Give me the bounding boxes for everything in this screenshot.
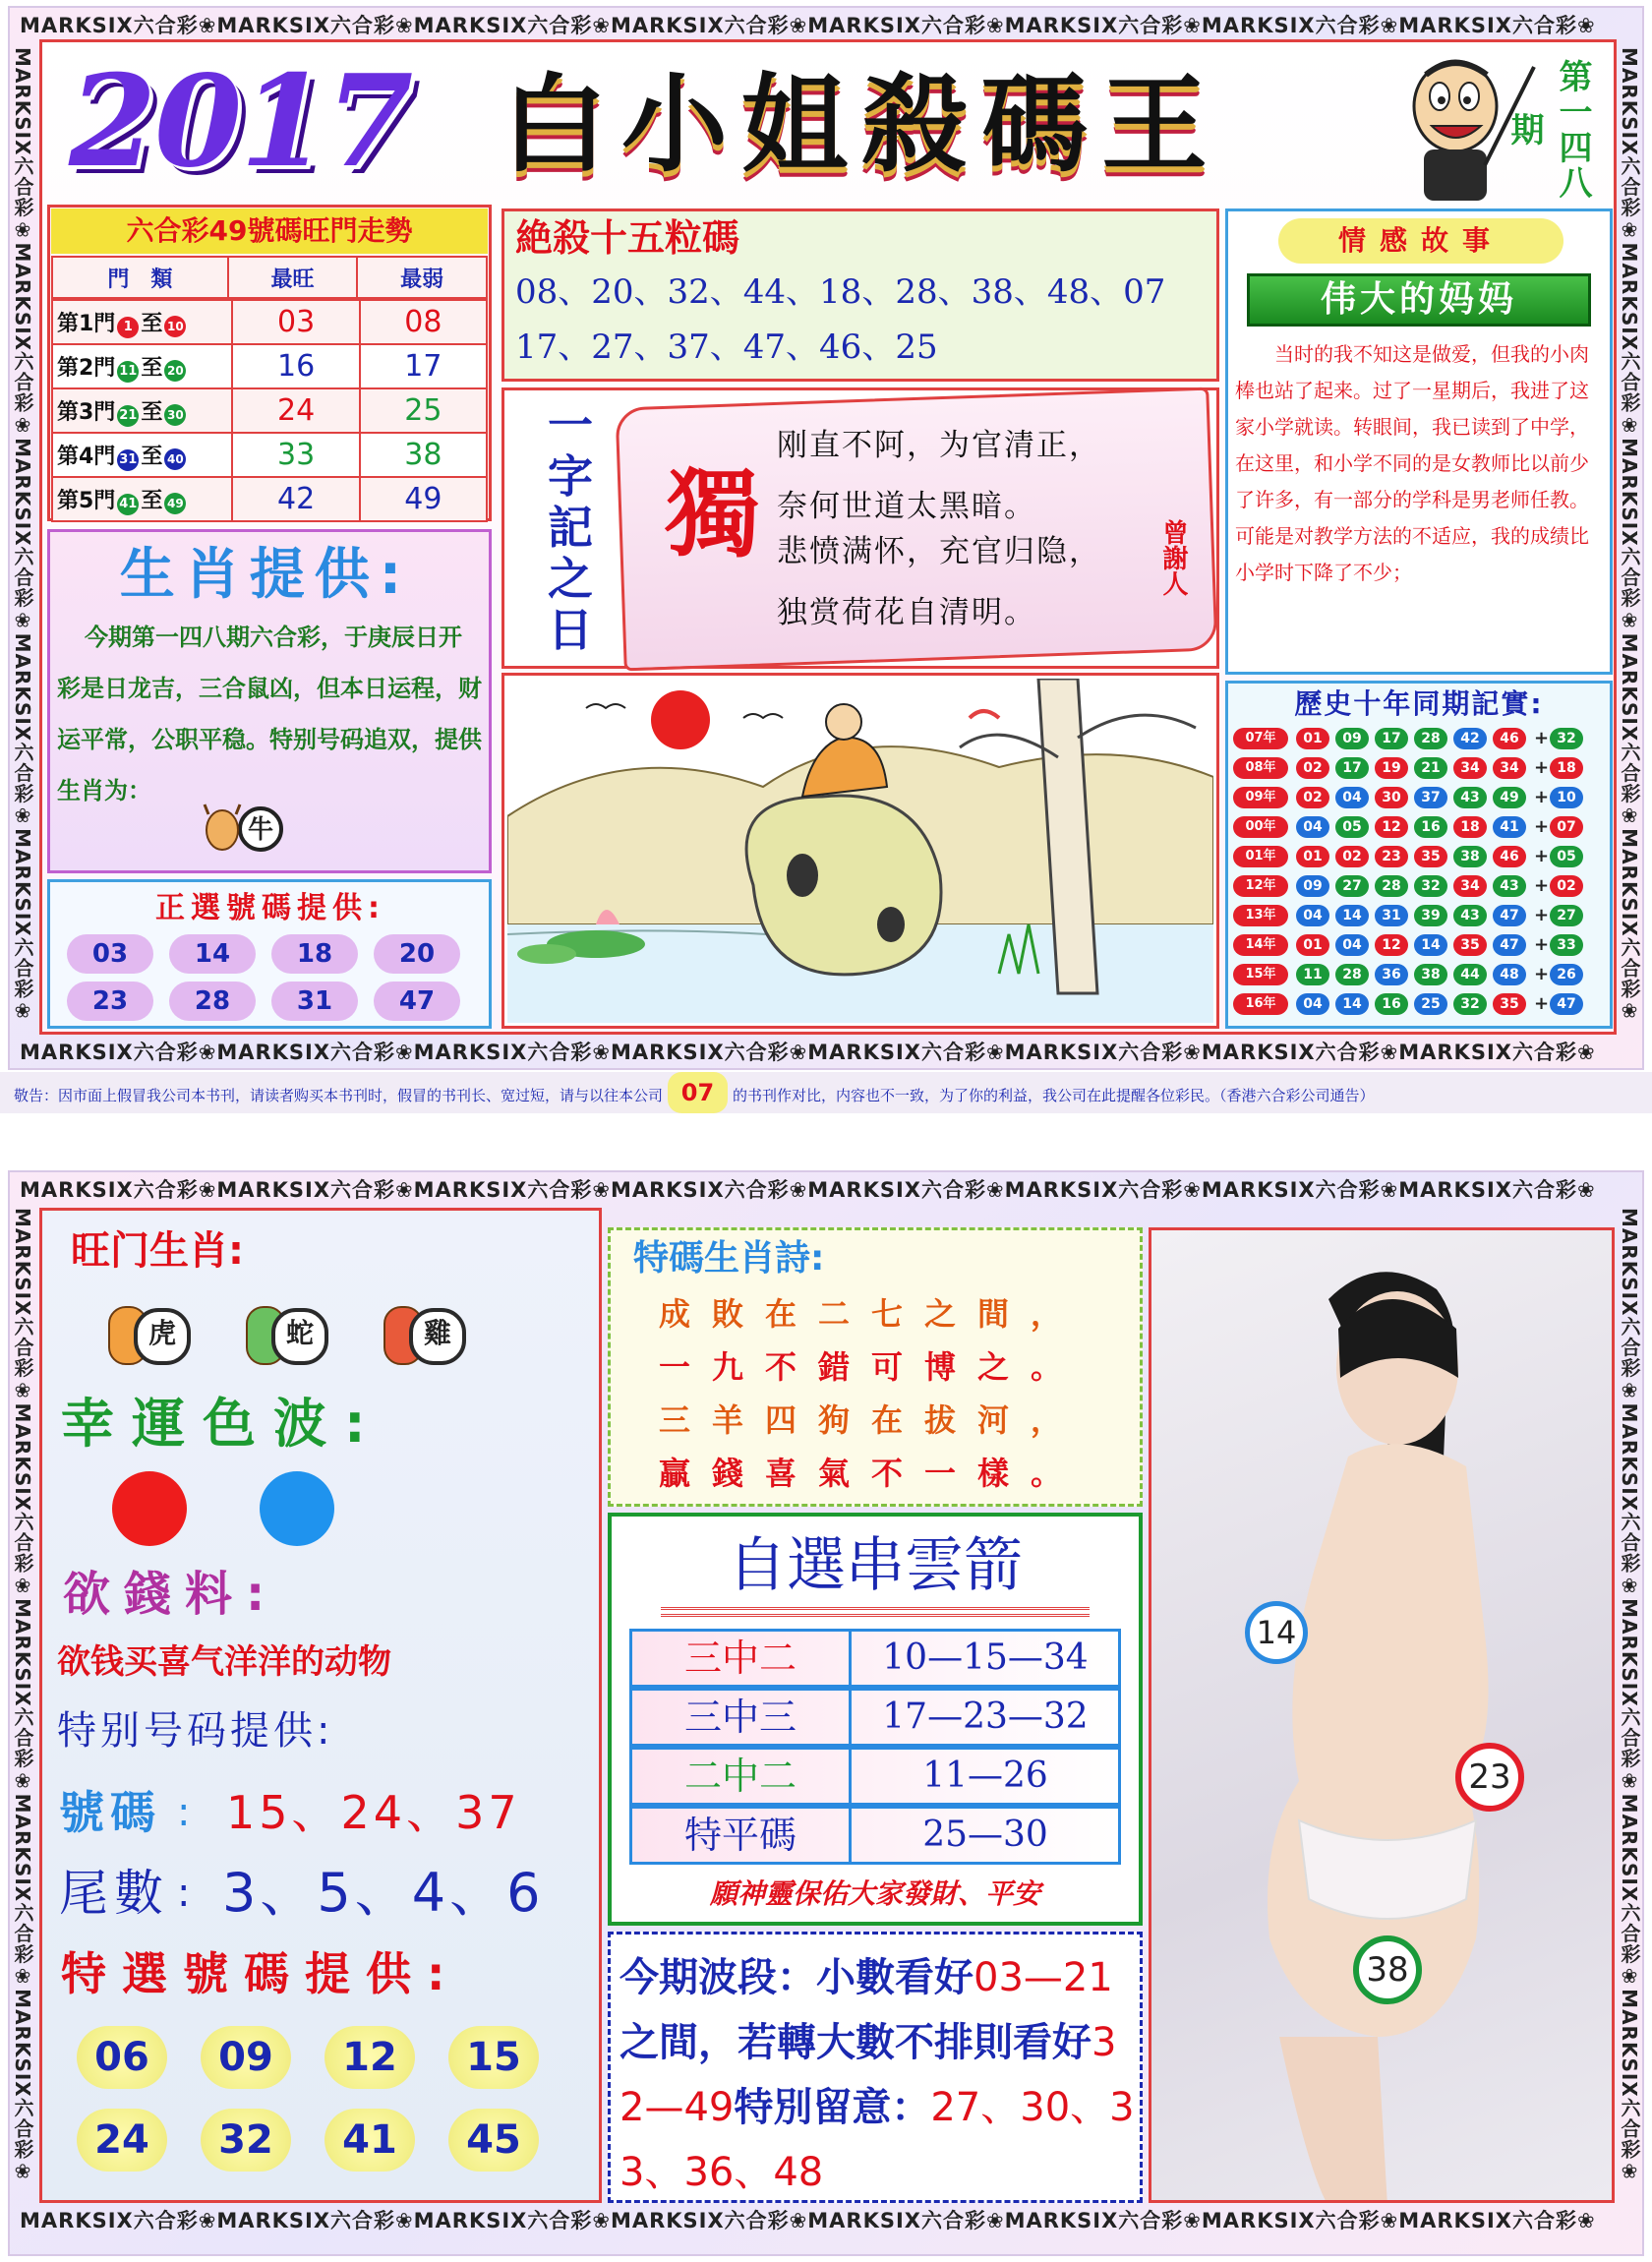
- main-pick-number: 23: [67, 982, 153, 1021]
- history-plus: +: [1534, 964, 1550, 984]
- history-number: 09: [1296, 875, 1329, 897]
- history-number: 04: [1335, 787, 1369, 808]
- history-number: 49: [1493, 787, 1526, 808]
- history-number: 02: [1296, 787, 1329, 808]
- color-wave-title: 幸運色波:: [61, 1393, 384, 1455]
- history-year: 07年: [1233, 728, 1288, 749]
- history-special: 02: [1550, 875, 1583, 897]
- doors-row-to: 至: [141, 488, 163, 513]
- history-number: 39: [1414, 905, 1447, 926]
- doors-title: 六合彩49號碼旺門走勢: [51, 208, 488, 254]
- riddle-signature: 曾謝人: [1158, 519, 1188, 596]
- history-number: 25: [1414, 993, 1447, 1015]
- history-number: 43: [1453, 905, 1487, 926]
- history-number: 27: [1335, 875, 1369, 897]
- wave-p1: 今期波段：小數看好: [620, 1955, 974, 2000]
- watermark-top: MARKSIX六合彩❀MARKSIX六合彩❀MARKSIX六合彩❀MARKSIX六合彩❀MARKSIX六合彩❀MARKSIX六合彩❀MARKSIX六合彩❀MARKSIX六合彩❀: [20, 14, 1596, 37]
- special-pick-number: 15: [448, 2026, 539, 2089]
- history-number: 35: [1453, 934, 1487, 956]
- want-money-title: 欲錢料:: [63, 1567, 279, 1622]
- special-pick-number: 12: [324, 2026, 415, 2089]
- doors-row-worst: 25: [360, 388, 487, 433]
- doors-col-worst: 最弱: [357, 257, 487, 298]
- history-title: 歷史十年同期記實:: [1294, 687, 1544, 720]
- history-number: 04: [1296, 905, 1329, 926]
- history-special: 10: [1550, 787, 1583, 808]
- history-number: 01: [1296, 934, 1329, 956]
- history-number: 21: [1414, 757, 1447, 779]
- watermark-right: MARKSIX六合彩❀MARKSIX六合彩❀MARKSIX六合彩❀MARKSIX六合彩❀MARKSIX六合彩❀: [1618, 47, 1641, 1024]
- lucky-zodiac-title: 旺门生肖:: [71, 1228, 244, 1274]
- scene-illustration: [507, 679, 1213, 1023]
- combo-type: 三中三: [632, 1691, 852, 1744]
- poem-line: 一九不錯可博之。: [659, 1348, 1085, 1386]
- doors-row: [52, 344, 487, 388]
- history-number: 05: [1335, 816, 1369, 838]
- doors-row: [52, 477, 487, 521]
- header-title: 白小姐殺碼王: [502, 64, 1222, 187]
- history-special: 07: [1550, 816, 1583, 838]
- doors-row-best: 42: [232, 477, 359, 521]
- history-number: 04: [1335, 934, 1369, 956]
- history-number: 17: [1375, 728, 1408, 749]
- history-number: 12: [1375, 816, 1408, 838]
- history-number: 37: [1414, 787, 1447, 808]
- main-pick-number: 14: [169, 934, 256, 974]
- weishu-colon: :: [177, 1871, 191, 1916]
- want-money-text: 欲钱买喜气洋洋的动物: [57, 1642, 391, 1682]
- watermark-bottom-left: MARKSIX六合彩❀MARKSIX六合彩❀MARKSIX六合彩❀MARKSIX六合彩❀MARKSIX六合彩❀: [11, 1208, 34, 2184]
- notice-text2: 的书刊作对比，内容也不一致，为了你的利益，我公司在此提醒各位彩民。（香港六合彩公司通告）: [732, 1087, 1375, 1104]
- color-wave-red: [112, 1471, 187, 1546]
- doors-table: [51, 256, 488, 519]
- doors-row: [52, 388, 487, 433]
- history-year: 12年: [1233, 875, 1288, 897]
- history-number: 47: [1493, 934, 1526, 956]
- history-number: 19: [1375, 757, 1408, 779]
- weishu-label: 尾數: [59, 1865, 169, 1922]
- photo-panel: [1149, 1227, 1615, 2203]
- doors-row-range-end: 20: [164, 360, 186, 382]
- history-special: 32: [1550, 728, 1583, 749]
- history-number: 14: [1335, 905, 1369, 926]
- history-plus: +: [1534, 934, 1550, 955]
- doors-row: [52, 300, 487, 344]
- issue-label: 第一四八期: [1504, 59, 1592, 201]
- doors-row-to: 至: [141, 444, 163, 469]
- history-rows: [1233, 726, 1607, 1027]
- special-pick-number: 45: [448, 2109, 539, 2172]
- history-number: 16: [1375, 993, 1408, 1015]
- photo-ball-38: 38: [1353, 1935, 1422, 2004]
- history-plus: +: [1534, 846, 1550, 866]
- history-special: 05: [1550, 846, 1583, 867]
- special-pick-number: 32: [201, 2109, 291, 2172]
- history-number: 18: [1453, 816, 1487, 838]
- notice-bar: [0, 1072, 1652, 1113]
- haoma-values: 15、24、37: [226, 1786, 521, 1839]
- doors-row-worst: 49: [360, 477, 487, 521]
- doors-col-type: 門 類: [52, 257, 228, 298]
- watermark-bottom-top: MARKSIX六合彩❀MARKSIX六合彩❀MARKSIX六合彩❀MARKSIX六合彩❀MARKSIX六合彩❀MARKSIX六合彩❀MARKSIX六合彩❀MARKSIX六合彩❀: [20, 1178, 1596, 1202]
- riddle-side: 一字記之日: [541, 401, 594, 657]
- combo-divider: [661, 1607, 1090, 1617]
- history-plus: +: [1534, 787, 1550, 807]
- doors-row-range-end: 49: [164, 493, 186, 514]
- riddle-line: 奈何世道太黑暗。: [777, 489, 1036, 524]
- combo-row: [629, 1806, 1121, 1865]
- lucky-zodiac-item: [384, 1296, 472, 1371]
- doors-row-range-end: 40: [164, 448, 186, 470]
- history-number: 31: [1375, 905, 1408, 926]
- doors-row-range-start: 31: [117, 449, 139, 471]
- doors-row-range-start: 21: [117, 405, 139, 427]
- main-pick-number: 03: [67, 934, 153, 974]
- riddle-line: 悲愤满怀，充官归隐，: [777, 534, 1101, 569]
- notice-num: 07: [668, 1072, 728, 1113]
- history-number: 09: [1335, 728, 1369, 749]
- doors-row-range-end: 10: [164, 316, 186, 337]
- doors-row-to: 至: [141, 355, 163, 381]
- wave-n1: 03—21: [974, 1955, 1113, 2000]
- doors-row-best: 33: [232, 433, 359, 477]
- combo-value: 10—15—34: [882, 1637, 1089, 1678]
- doors-row-range-end: 30: [164, 404, 186, 426]
- doors-row-name: 第5門: [57, 488, 116, 513]
- history-year: 16年: [1233, 993, 1288, 1015]
- history-year: 08年: [1233, 757, 1288, 779]
- doors-row-best: 16: [232, 344, 359, 388]
- doors-row-name: 第3門: [57, 399, 116, 425]
- main-pick-number: 20: [374, 934, 460, 974]
- history-number: 43: [1493, 875, 1526, 897]
- history-number: 28: [1375, 875, 1408, 897]
- photo-ball-23: 23: [1455, 1743, 1524, 1812]
- special-pick-title: 特選號碼提供:: [61, 1947, 461, 2000]
- history-special: 33: [1550, 934, 1583, 956]
- history-number: 17: [1335, 757, 1369, 779]
- doors-row-range-start: 1: [117, 317, 139, 338]
- doors-row-label: [52, 344, 232, 388]
- weishu-values: 3、5、4、6: [222, 1862, 545, 1924]
- main-pick-number: 31: [271, 982, 358, 1021]
- history-number: 34: [1493, 757, 1526, 779]
- doors-body: [51, 299, 488, 522]
- poem-line: 三羊四狗在拔河，: [659, 1401, 1085, 1439]
- doors-row-range-start: 41: [117, 494, 139, 515]
- combo-row: [629, 1747, 1121, 1806]
- history-number: 48: [1493, 964, 1526, 985]
- doors-row-to: 至: [141, 311, 163, 336]
- photo-ball-14: 14: [1245, 1601, 1308, 1664]
- riddle-line: 独赏荷花自清明。: [777, 595, 1036, 630]
- lucky-zodiac-item: [108, 1296, 197, 1371]
- history-plus: +: [1534, 757, 1550, 778]
- combo-type: 三中二: [632, 1632, 852, 1685]
- lucky-zodiac-row: [108, 1296, 502, 1371]
- doors-row-worst: 38: [360, 433, 487, 477]
- history-number: 30: [1375, 787, 1408, 808]
- history-number: 34: [1453, 757, 1487, 779]
- lucky-zodiac-char: 虎: [134, 1308, 191, 1365]
- doors-row-to: 至: [141, 399, 163, 425]
- history-year: 00年: [1233, 816, 1288, 838]
- special-pick-number: 41: [324, 2109, 415, 2172]
- doors-row-best: 03: [232, 300, 359, 344]
- riddle-lines: [777, 421, 1170, 647]
- history-plus: +: [1534, 728, 1550, 748]
- doors-row-label: [52, 477, 232, 521]
- story-title: 伟大的妈妈: [1247, 273, 1591, 327]
- doors-row-name: 第2門: [57, 355, 116, 381]
- color-wave-blue: [260, 1471, 334, 1546]
- watermark-mid: MARKSIX六合彩❀MARKSIX六合彩❀MARKSIX六合彩❀MARKSIX六合彩❀MARKSIX六合彩❀MARKSIX六合彩❀MARKSIX六合彩❀MARKSIX六合彩❀: [20, 1041, 1596, 1064]
- watermark-bottom-right: MARKSIX六合彩❀MARKSIX六合彩❀MARKSIX六合彩❀MARKSIX六合彩❀MARKSIX六合彩❀: [1618, 1208, 1641, 2184]
- lucky-zodiac-item: [246, 1296, 334, 1371]
- history-number: 32: [1453, 993, 1487, 1015]
- wave-p2: 之間，若轉大數不排則看好: [620, 2020, 1092, 2065]
- poem-title: 特碼生肖詩:: [633, 1238, 825, 1279]
- history-number: 38: [1414, 964, 1447, 985]
- bottom-sheet: [8, 1170, 1644, 2256]
- combo-value: 25—30: [922, 1815, 1048, 1855]
- combo-row: [629, 1688, 1121, 1747]
- history-number: 36: [1375, 964, 1408, 985]
- ox-icon: [203, 801, 242, 856]
- history-number: 02: [1335, 846, 1369, 867]
- history-number: 14: [1414, 934, 1447, 956]
- combo-type: 特平碼: [632, 1809, 852, 1862]
- history-number: 32: [1414, 875, 1447, 897]
- history-number: 46: [1493, 728, 1526, 749]
- doors-row-worst: 17: [360, 344, 487, 388]
- history-year: 15年: [1233, 964, 1288, 985]
- history-number: 14: [1335, 993, 1369, 1015]
- history-number: 35: [1493, 993, 1526, 1015]
- history-number: 28: [1414, 728, 1447, 749]
- doors-row-label: [52, 388, 232, 433]
- history-plus: +: [1534, 993, 1550, 1014]
- doors-row-range-start: 11: [117, 361, 139, 383]
- combo-table: [629, 1629, 1121, 1865]
- history-number: 04: [1296, 993, 1329, 1015]
- wave-text: [620, 1945, 1135, 2201]
- history-number: 11: [1296, 964, 1329, 985]
- doors-row: [52, 433, 487, 477]
- history-special: 26: [1550, 964, 1583, 985]
- history-plus: +: [1534, 905, 1550, 925]
- wave-n2: 32—49: [620, 2020, 1117, 2130]
- riddle-big-char: 獨: [666, 459, 760, 569]
- combo-value: 17—23—32: [882, 1696, 1089, 1737]
- history-year: 14年: [1233, 934, 1288, 956]
- poem-line: 成敗在二七之間，: [659, 1295, 1085, 1333]
- watermark-bottom-bottom: MARKSIX六合彩❀MARKSIX六合彩❀MARKSIX六合彩❀MARKSIX六合彩❀MARKSIX六合彩❀MARKSIX六合彩❀MARKSIX六合彩❀MARKSIX六合彩❀: [20, 2209, 1596, 2232]
- history-year: 13年: [1233, 905, 1288, 926]
- riddle-line: 刚直不阿，为官清正，: [777, 428, 1101, 463]
- main-pick-numbers: [63, 932, 476, 1027]
- main-pick-number: 28: [169, 982, 256, 1021]
- special-pick-number: 06: [77, 2026, 167, 2089]
- kill-line2: 17、27、37、47、46、25: [515, 327, 938, 367]
- top-sheet: [8, 6, 1644, 1070]
- lucky-zodiac-char: 雞: [409, 1308, 466, 1365]
- main-pick-number: 18: [271, 934, 358, 974]
- history-number: 46: [1493, 846, 1526, 867]
- doors-row-name: 第4門: [57, 444, 116, 469]
- zodiac-badge: 牛: [238, 806, 283, 852]
- history-number: 44: [1453, 964, 1487, 985]
- history-number: 28: [1335, 964, 1369, 985]
- history-special: 47: [1550, 993, 1583, 1015]
- special-title: 特别号码提供:: [57, 1708, 334, 1754]
- history-year: 09年: [1233, 787, 1288, 808]
- history-number: 41: [1493, 816, 1526, 838]
- history-number: 34: [1453, 875, 1487, 897]
- poem-line: 贏錢喜氣不一樣。: [659, 1455, 1085, 1492]
- wave-p3: 特別留意：: [734, 2085, 931, 2130]
- story-tag: 情感故事: [1278, 218, 1564, 264]
- model-photo-illustration: [1151, 1230, 1615, 2203]
- poem-lines: [659, 1288, 1131, 1505]
- history-number: 04: [1296, 816, 1329, 838]
- kill-title: 絶殺十五粒碼: [515, 216, 740, 260]
- history-number: 47: [1493, 905, 1526, 926]
- watermark-left: MARKSIX六合彩❀MARKSIX六合彩❀MARKSIX六合彩❀MARKSIX六合彩❀MARKSIX六合彩❀: [11, 47, 34, 1024]
- history-number: 43: [1453, 787, 1487, 808]
- wave-n3: 27、30、33、36、48: [620, 2085, 1135, 2195]
- history-number: 01: [1296, 846, 1329, 867]
- haoma-colon: :: [177, 1790, 191, 1835]
- kill-line1: 08、20、32、44、18、28、38、48、07: [515, 272, 1166, 312]
- notice-text1: 敬告：因市面上假冒我公司本书刊，请读者购买本书刊时，假冒的书刊长、宽过短，请与以往本公司: [14, 1087, 664, 1104]
- combo-row: [629, 1629, 1121, 1688]
- combo-blessing: 願神靈保佑大家發財、平安: [709, 1877, 1040, 1910]
- main-pick-title: 正選號碼提供:: [155, 891, 385, 925]
- special-pick-numbers: [69, 2020, 580, 2193]
- history-number: 35: [1414, 846, 1447, 867]
- header-year: 2017: [69, 48, 412, 196]
- lucky-zodiac-char: 蛇: [271, 1308, 328, 1365]
- zodiac-title: 生肖提供:: [119, 543, 412, 607]
- special-pick-number: 24: [77, 2109, 167, 2172]
- story-text: 当时的我不知这是做爱，但我的小肉棒也站了起来。过了一星期后，我进了这家小学就读。转眼间，我已读到了中学，在这里，和小学不同的是女教师比以前少了许多，有一部分的学科是男老师任教。可能是对教学方法的不适应，我的成绩比小学时下降了不少；: [1235, 342, 1589, 584]
- doors-row-worst: 08: [360, 300, 487, 344]
- combo-title: 自選串雲箭: [728, 1531, 1023, 1600]
- combo-value: 11—26: [922, 1756, 1048, 1796]
- combo-type: 二中二: [632, 1750, 852, 1803]
- zodiac-text: 今期第一四八期六合彩，于庚辰日开彩是日龙吉，三合鼠凶，但本日运程，财运平常，公职平稳。特别号码追双，提供生肖为：: [57, 624, 482, 804]
- history-number: 02: [1296, 757, 1329, 779]
- doors-row-label: [52, 300, 232, 344]
- doors-row-best: 24: [232, 388, 359, 433]
- special-pick-number: 09: [201, 2026, 291, 2089]
- history-number: 42: [1453, 728, 1487, 749]
- history-special: 27: [1550, 905, 1583, 926]
- history-plus: +: [1534, 816, 1550, 837]
- doors-row-label: [52, 433, 232, 477]
- history-plus: +: [1534, 875, 1550, 896]
- history-year: 01年: [1233, 846, 1288, 867]
- doors-col-best: 最旺: [228, 257, 358, 298]
- history-special: 18: [1550, 757, 1583, 779]
- history-number: 16: [1414, 816, 1447, 838]
- doors-row-name: 第1門: [57, 311, 116, 336]
- main-pick-number: 47: [374, 982, 460, 1021]
- haoma-label: 號碼: [59, 1786, 161, 1839]
- history-number: 23: [1375, 846, 1408, 867]
- history-number: 38: [1453, 846, 1487, 867]
- history-number: 01: [1296, 728, 1329, 749]
- history-number: 12: [1375, 934, 1408, 956]
